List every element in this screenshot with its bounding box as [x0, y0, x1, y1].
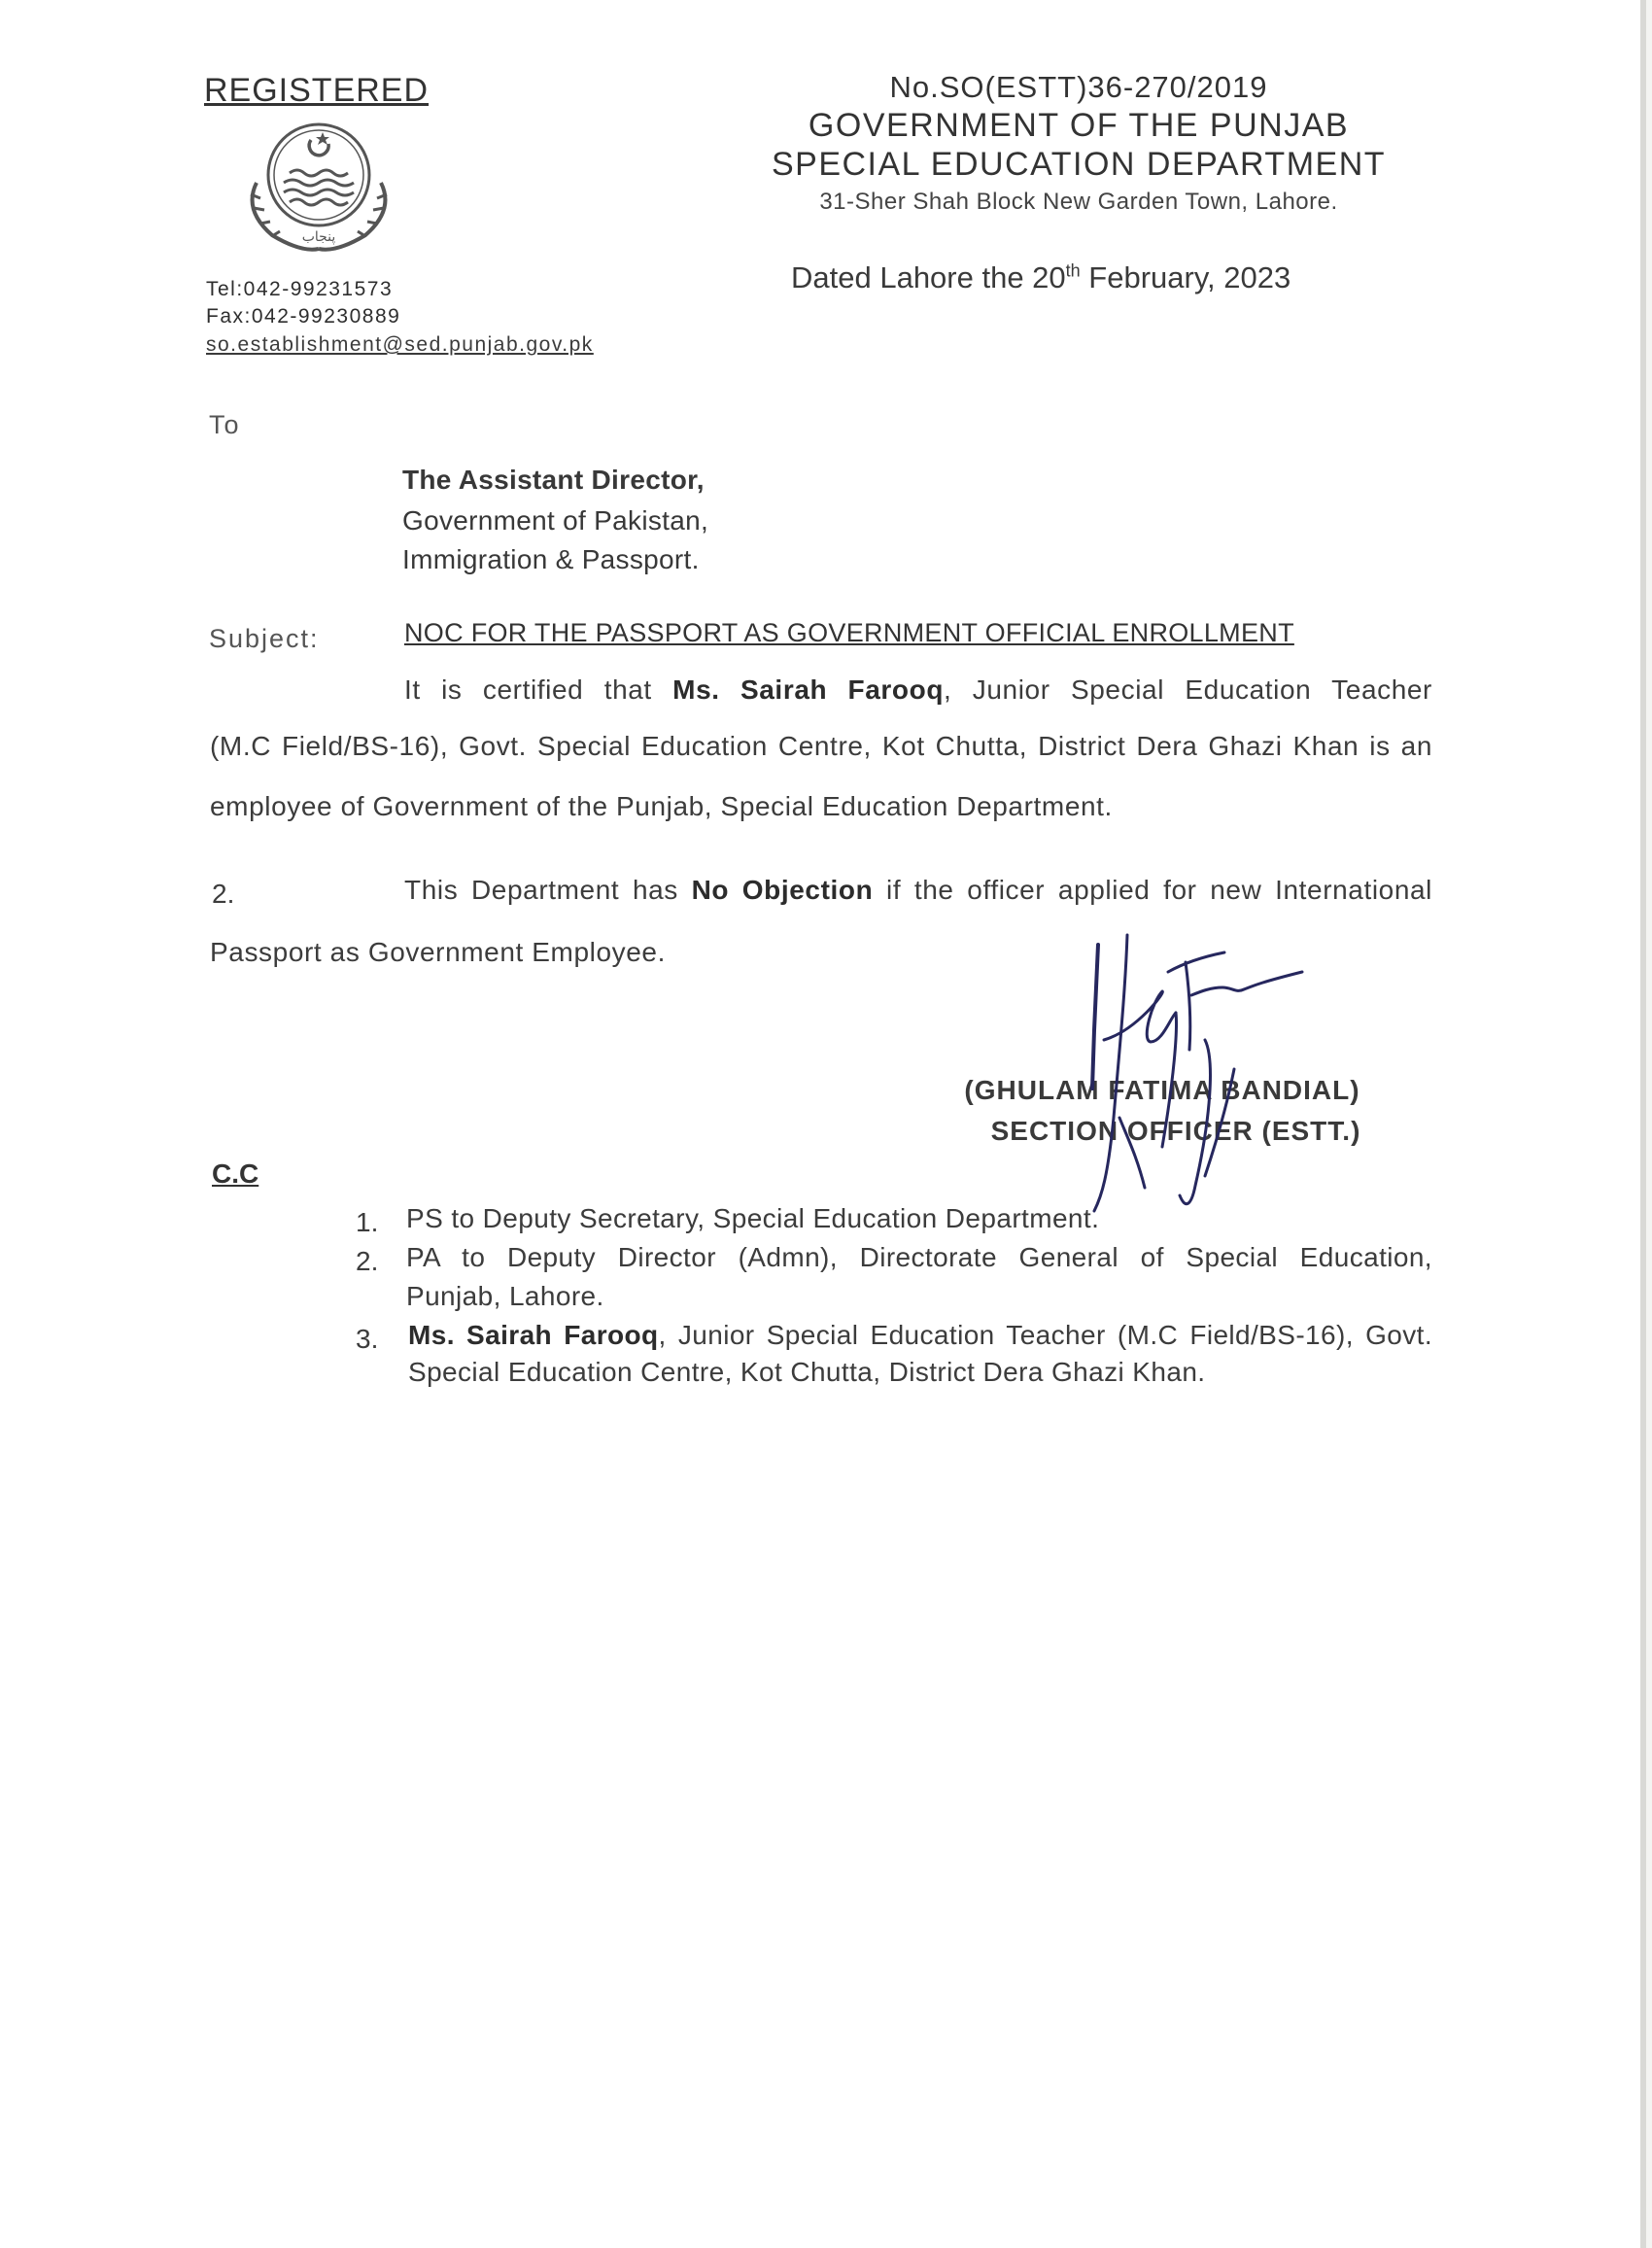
cc-item-2-line-1: PA to Deputy Director (Admn), Directorate General of Special Education,	[406, 1242, 1432, 1272]
paragraph-2-number: 2.	[212, 879, 235, 909]
cc-employee-name: Ms. Sairah Farooq	[408, 1320, 659, 1350]
date-prefix: Dated Lahore the 20	[791, 260, 1066, 294]
registered-label: REGISTERED	[204, 72, 430, 109]
signatory-title: SECTION OFFICER (ESTT.)	[990, 1116, 1361, 1146]
p1-text-b: , Junior Special Education Teacher	[944, 674, 1432, 705]
cc-item-1-text: PS to Deputy Secretary, Special Education Department.	[406, 1203, 1100, 1233]
cc-item-3-text: , Junior Special Education Teacher (M.C Field/BS-16), Govt.	[658, 1320, 1432, 1350]
cc-item-1-number: 1.	[356, 1207, 379, 1237]
no-objection-phrase: No Objection	[691, 875, 874, 905]
to-label: To	[209, 410, 241, 439]
p2-text-b: if the officer applied for new International	[873, 875, 1433, 905]
emblem-script: پنجاب	[301, 229, 336, 245]
subject-text: NOC FOR THE PASSPORT AS GOVERNMENT OFFICIAL ENROLLMENT	[404, 618, 1294, 647]
department-address: 31-Sher Shah Block New Garden Town, Lahore.	[819, 189, 1338, 215]
addressee-organization: Government of Pakistan,	[402, 505, 709, 536]
paragraph-2-line-2: Passport as Government Employee.	[210, 937, 666, 967]
paragraph-1-line-3: employee of Government of the Punjab, Special Education Department.	[210, 791, 1113, 821]
addressee-division: Immigration & Passport.	[402, 544, 700, 574]
cc-item-2-number: 2.	[356, 1246, 379, 1276]
government-heading: GOVERNMENT OF THE PUNJAB	[808, 107, 1350, 144]
cc-item-3-number: 3.	[356, 1324, 379, 1354]
telephone-number: Tel:042-99231573	[206, 278, 394, 300]
paragraph-1-line-1	[404, 674, 1432, 706]
employee-name: Ms. Sairah Farooq	[672, 674, 945, 705]
fax-number: Fax:042-99230889	[206, 305, 401, 328]
subject-label: Subject:	[209, 624, 320, 653]
paragraph-2-line-1	[404, 875, 1432, 906]
cc-item-2-line-2: Punjab, Lahore.	[406, 1281, 604, 1311]
date-superscript: th	[1065, 260, 1081, 281]
p2-text-a: This Department has	[404, 875, 692, 905]
punjab-emblem-icon	[222, 115, 416, 260]
email-link[interactable]: so.establishment@sed.punjab.gov.pk	[206, 333, 594, 356]
department-heading: SPECIAL EDUCATION DEPARTMENT	[771, 146, 1387, 183]
letter-date	[791, 260, 1291, 295]
handwritten-signature	[1069, 933, 1322, 1225]
cc-item-3-line-1	[408, 1320, 1432, 1351]
cc-label: C.C	[212, 1159, 259, 1189]
p1-text-a: It is certified that	[404, 674, 673, 705]
signatory-name: (GHULAM FATIMA BANDIAL)	[964, 1075, 1360, 1105]
paragraph-1-line-2: (M.C Field/BS-16), Govt. Special Education Centre, Kot Chutta, District Dera Ghazi Khan is an	[210, 731, 1432, 761]
reference-number: No.SO(ESTT)36-270/2019	[889, 70, 1268, 104]
cc-item-3-line-2: Special Education Centre, Kot Chutta, District Dera Ghazi Khan.	[408, 1357, 1206, 1387]
addressee-title: The Assistant Director,	[402, 465, 705, 495]
date-suffix: February, 2023	[1080, 260, 1291, 294]
